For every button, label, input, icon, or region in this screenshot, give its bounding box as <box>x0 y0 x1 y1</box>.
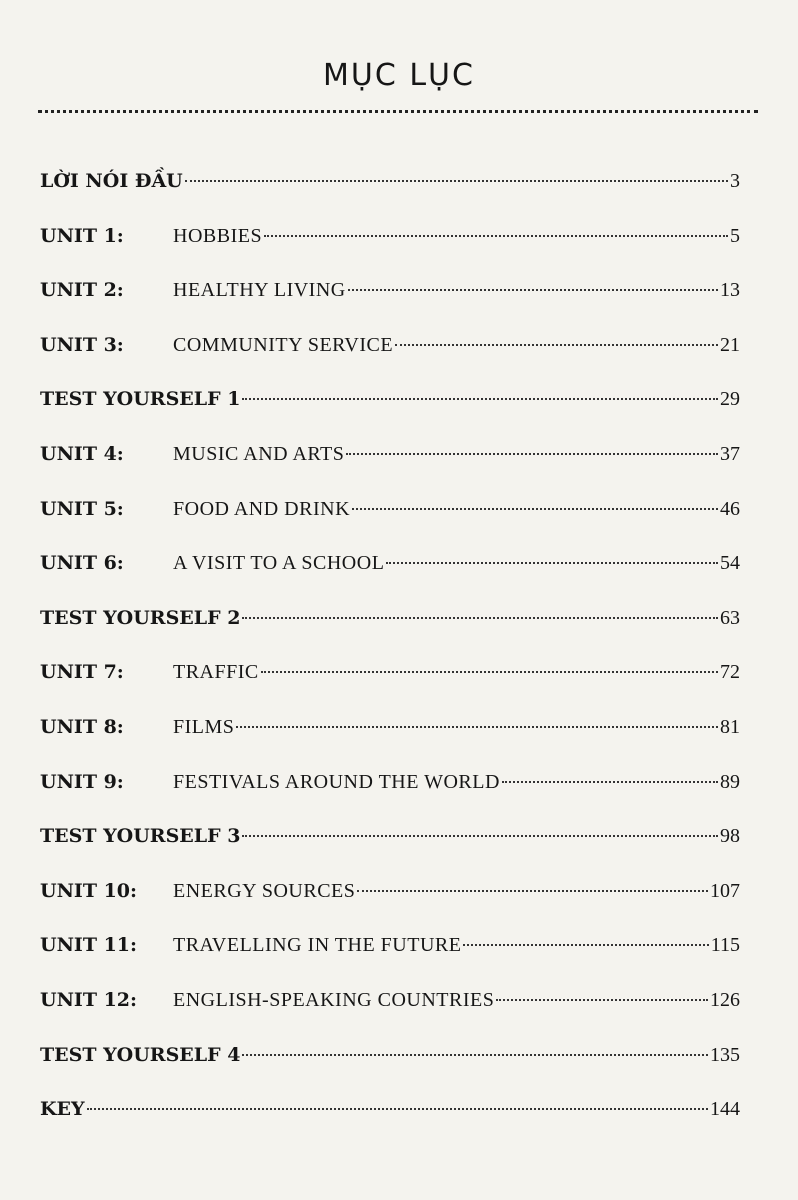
toc-unit-label: UNIT 2: <box>40 279 124 302</box>
toc-unit-topic: ENERGY SOURCES <box>173 879 356 902</box>
toc-page-number: 46 <box>720 497 740 520</box>
toc-page-number: 144 <box>710 1098 740 1121</box>
toc-unit-label: UNIT 1: <box>40 224 124 247</box>
toc-unit-topic: TRAVELLING IN THE FUTURE <box>173 934 462 957</box>
toc-page-number: 13 <box>720 279 740 302</box>
toc-page-number: 107 <box>710 879 740 902</box>
dot-leader <box>87 1108 708 1110</box>
toc-section-title: TEST YOURSELF 3 <box>40 825 241 848</box>
dot-leader <box>348 289 718 291</box>
toc-entry <box>40 552 740 607</box>
toc-unit-label: UNIT 10: <box>40 879 138 902</box>
toc-section-title: LỜI NÓI ĐẦU <box>40 170 183 192</box>
dot-leader <box>502 781 718 783</box>
toc-page-number: 72 <box>720 661 740 684</box>
toc-page-number: 126 <box>710 988 740 1011</box>
toc-unit-topic: FESTIVALS AROUND THE WORLD <box>173 770 500 793</box>
toc-entry <box>40 934 740 989</box>
toc-unit-label: UNIT 3: <box>40 333 124 356</box>
toc-unit-topic: TRAFFIC <box>173 661 259 684</box>
toc-unit-topic: ENGLISH-SPEAKING COUNTRIES <box>173 988 495 1011</box>
page-title: MỤC LỤC <box>323 58 475 93</box>
toc-page-number: 3 <box>730 170 740 192</box>
table-of-contents <box>40 170 740 1153</box>
toc-page-number: 5 <box>730 224 740 247</box>
toc-page-number: 37 <box>720 442 740 465</box>
dot-leader <box>242 617 718 619</box>
dot-leader <box>357 890 708 892</box>
dot-leader <box>496 999 708 1001</box>
toc-unit-label: UNIT 12: <box>40 988 138 1011</box>
dot-leader <box>395 344 718 346</box>
toc-unit-label: UNIT 7: <box>40 661 124 684</box>
toc-entry <box>40 1098 740 1153</box>
toc-page-number: 115 <box>710 934 740 957</box>
toc-entry <box>40 989 740 1044</box>
toc-unit-topic: HOBBIES <box>173 224 263 247</box>
toc-unit-label: UNIT 6: <box>40 552 124 575</box>
toc-section-title: TEST YOURSELF 4 <box>40 1043 241 1066</box>
toc-unit-topic: COMMUNITY SERVICE <box>173 333 394 356</box>
dot-leader <box>242 835 718 837</box>
toc-unit-label: UNIT 11: <box>40 934 138 957</box>
toc-unit-topic: FOOD AND DRINK <box>173 497 351 520</box>
dot-leader <box>264 235 728 237</box>
toc-unit-label: UNIT 5: <box>40 497 124 520</box>
toc-page-number: 98 <box>720 825 740 848</box>
toc-entry <box>40 771 740 826</box>
toc-unit-label: UNIT 9: <box>40 770 124 793</box>
toc-entry <box>40 225 740 280</box>
toc-section-title: TEST YOURSELF 1 <box>40 388 241 411</box>
toc-entry <box>40 388 740 443</box>
toc-entry <box>40 716 740 771</box>
dot-leader <box>242 1054 708 1056</box>
toc-entry <box>40 498 740 553</box>
toc-unit-topic: MUSIC AND ARTS <box>173 442 345 465</box>
dot-leader <box>346 453 718 455</box>
dot-leader <box>242 398 718 400</box>
toc-entry <box>40 279 740 334</box>
toc-section-title: TEST YOURSELF 2 <box>40 606 241 629</box>
dot-leader <box>463 944 708 946</box>
toc-page-number: 29 <box>720 388 740 411</box>
toc-page-number: 63 <box>720 606 740 629</box>
dot-leader <box>386 562 718 564</box>
toc-entry <box>40 443 740 498</box>
toc-unit-label: UNIT 4: <box>40 442 124 465</box>
title-dotted-divider <box>38 110 758 113</box>
toc-page-number: 54 <box>720 552 740 575</box>
toc-entry <box>40 1044 740 1099</box>
toc-section-title: KEY <box>40 1098 85 1121</box>
toc-entry <box>40 334 740 389</box>
dot-leader <box>185 180 728 182</box>
dot-leader <box>236 726 718 728</box>
toc-page-number: 135 <box>710 1043 740 1066</box>
toc-entry <box>40 880 740 935</box>
dot-leader <box>261 671 718 673</box>
dot-leader <box>352 508 718 510</box>
toc-entry <box>40 661 740 716</box>
toc-unit-topic: FILMS <box>173 715 235 738</box>
toc-entry <box>40 825 740 880</box>
toc-page-number: 89 <box>720 770 740 793</box>
toc-entry <box>40 607 740 662</box>
toc-unit-label: UNIT 8: <box>40 715 124 738</box>
toc-unit-topic: HEALTHY LIVING <box>173 279 346 302</box>
toc-page-number: 81 <box>720 715 740 738</box>
toc-unit-topic: A VISIT TO A SCHOOL <box>173 552 385 575</box>
toc-page-number: 21 <box>720 333 740 356</box>
toc-entry <box>40 170 740 225</box>
